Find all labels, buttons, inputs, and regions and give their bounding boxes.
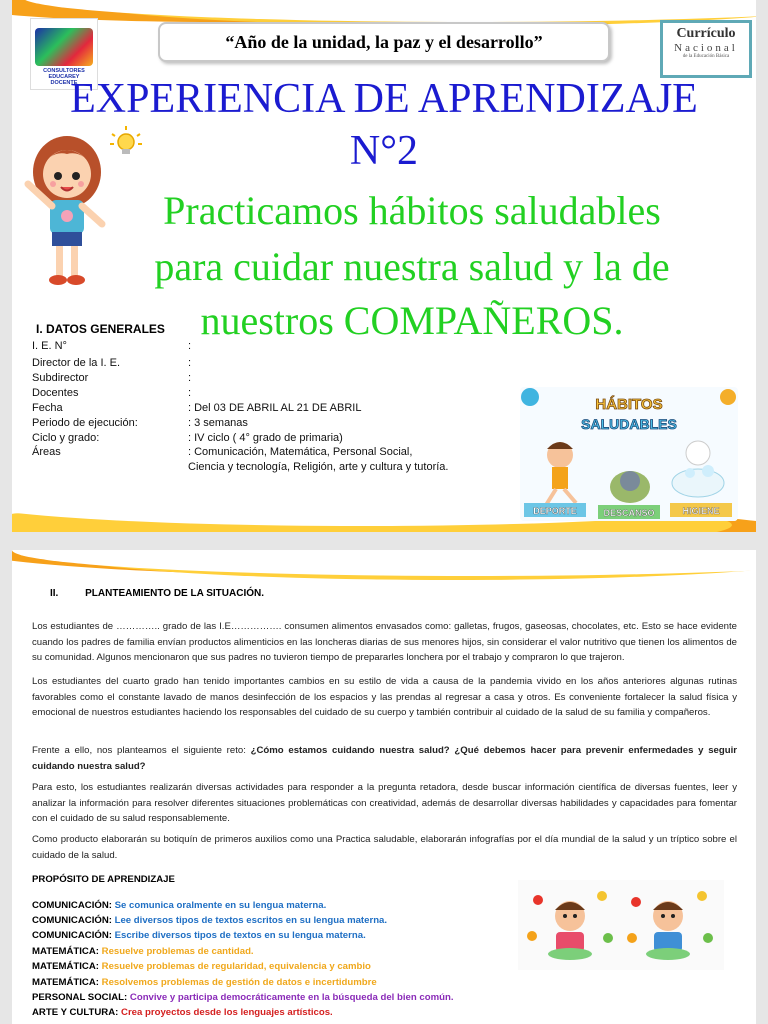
habitos-title2: SALUDABLES: [581, 416, 677, 432]
datos-value: Ciencia y tecnología, Religión, arte y cultura y tutoría.: [188, 461, 449, 473]
proposito-item: [32, 1007, 333, 1018]
proposito-item: [32, 900, 326, 911]
datos-value: :: [188, 340, 192, 352]
proposito-item: [32, 961, 371, 972]
logo-text-line: CONSULTORES: [43, 68, 85, 74]
logo-text-line: EDUCAREY: [48, 74, 80, 80]
datos-value: : Del 03 DE ABRIL AL 21 DE ABRIL: [188, 402, 362, 414]
section-number: II.: [50, 588, 59, 599]
proposito-item: [32, 992, 454, 1003]
main-title-line2: N°2: [349, 128, 419, 174]
label-descanso: DESCANSO: [603, 508, 655, 518]
paragraph: Como producto elaborarán su botiquín de primeros auxilios como una Practica saludable, elaborarán infografías por el día mundial de la salud y un tríptico sobre el cuidado de la salud.: [32, 834, 737, 861]
nacional-text: Nacional: [674, 42, 738, 54]
datos-value: :: [188, 357, 192, 369]
proposito-text: Se comunica oralmente en su lengua materna.: [114, 900, 327, 911]
section-title: PLANTEAMIENTO DE LA SITUACIÓN.: [85, 588, 265, 599]
lightbulb-icon: [106, 124, 146, 164]
datos-generales-heading: I. DATOS GENERALES: [36, 322, 165, 336]
datos-label: Ciclo y grado:: [32, 432, 100, 444]
proposito-area: MATEMÁTICA:: [32, 946, 102, 957]
datos-label: Subdirector: [32, 372, 89, 384]
datos-label: Áreas: [32, 446, 61, 458]
proposito-item: [32, 915, 387, 926]
datos-label: Director de la I. E.: [32, 357, 121, 369]
paragraph: Para esto, los estudiantes realizarán diversas actividades para responder a la pregunta retadora, desde buscar información científica de diversas fuentes, leer y analizar la información para resolver diferentes situaciones problemáticas con creatividad, además de desarrollar diversas habilidades y capacidades para fomentar con el cuidado de su salud responsablemente.: [32, 782, 737, 825]
datos-value: :: [188, 372, 192, 384]
habitos-title1: HÁBITOS: [595, 396, 663, 413]
paragraph: Los estudiantes del cuarto grado han tenido importantes cambios en su estilo de vida a causa de la pandemia vivido en los años anteriores algunas rutinas favorables como el constante lavado de manos desinfección de los espacios y las prendas al regresar a casa y otros. Es conveniente fortalecer la salud física y emocional de nuestros estudiantes haciendo los responsables del cuidado de su cuerpo y también contribuir al cuidado de la salud de su familia y compañeros.: [32, 676, 737, 719]
proposito-text: Resuelve problemas de regularidad, equivalencia y cambio: [101, 961, 371, 972]
kids-eating-illustration: [518, 880, 724, 970]
proposito-text: Resolvemos problemas de gestión de datos e incertidumbre: [101, 977, 377, 988]
document-page-2: [12, 550, 756, 1024]
label-higiene: HIGIENE: [682, 506, 720, 516]
datos-label: Fecha: [32, 402, 63, 414]
proposito-area: PERSONAL SOCIAL:: [32, 992, 130, 1003]
datos-label: Periodo de ejecución:: [32, 417, 138, 429]
year-motto-banner: “Año de la unidad, la paz y el desarrollo”: [158, 22, 610, 62]
datos-value: :: [188, 387, 192, 399]
top-swoosh-white: [12, 550, 756, 576]
reto-intro: Frente a ello, nos planteamos el siguiente reto:: [32, 745, 251, 756]
subtitle-line1: Practicamos hábitos saludables: [163, 188, 661, 233]
datos-label: Docentes: [32, 387, 79, 399]
reto-question: ¿Cómo estamos cuidando nuestra salud? ¿Qué debemos hacer para prevenir enfermedades y seguir cuidando nuestra salud?: [32, 745, 737, 772]
proposito-text: Lee diversos tipos de textos escritos en su lengua materna.: [114, 915, 388, 926]
proposito-area: COMUNICACIÓN:: [32, 915, 115, 926]
proposito-area: COMUNICACIÓN:: [32, 900, 115, 911]
curriculo-nacional-logo: [660, 20, 752, 78]
proposito-area: MATEMÁTICA:: [32, 977, 102, 988]
proposito-item: [32, 946, 254, 957]
main-title-line1: EXPERIENCIA DE APRENDIZAJE: [70, 76, 698, 122]
proposito-item: [32, 930, 366, 941]
habitos-saludables-image: [520, 387, 738, 521]
subtitle-line2: para cuidar nuestra salud y la de: [154, 244, 670, 289]
proposito-item: [32, 977, 377, 988]
proposito-text: Crea proyectos desde los lenguajes artísticos.: [121, 1007, 333, 1018]
proposito-area: COMUNICACIÓN:: [32, 930, 115, 941]
proposito-heading: PROPÓSITO DE APRENDIZAJE: [32, 874, 175, 885]
proposito-text: Convive y participa democráticamente en la búsqueda del bien común.: [129, 992, 454, 1003]
datos-value: : 3 semanas: [188, 417, 248, 429]
logo-text-line: DOCENTE: [50, 80, 78, 86]
proposito-text: Escribe diversos tipos de textos en su lengua materna.: [114, 930, 366, 941]
proposito-area: MATEMÁTICA:: [32, 961, 102, 972]
datos-label: I. E. N°: [32, 340, 67, 352]
educacion-basica-text: de la Educación Básica: [682, 54, 730, 59]
datos-value: : Comunicación, Matemática, Personal Social,: [188, 446, 413, 458]
paragraph: Los estudiantes de ………….. grado de las I.E……………. consumen alimentos envasados como: galletas, frugos, gaseosas, chocolates, etc. Esto se hace evidente cuando los padres de familia envían productos alimenticios en las loncheras diarias de sus menores hijos, sin considerar el valor nutritivo que tienen los alimentos de su comunidad. Algunos mencionaron que sus padres no tuvieron tiempo de prepararles lonchera por el trabajo y compraron lo que trajeron.: [32, 621, 737, 664]
proposito-text: Resuelve problemas de cantidad.: [101, 946, 254, 957]
logo-graphic: [35, 28, 93, 66]
datos-value: : IV ciclo ( 4° grado de primaria): [188, 432, 343, 444]
curriculo-text: Currículo: [676, 26, 736, 41]
reto-paragraph: [32, 743, 737, 774]
document-page-1: [12, 0, 756, 532]
section-heading: [50, 588, 264, 599]
proposito-area: ARTE Y CULTURA:: [32, 1007, 122, 1018]
label-deporte: DEPORTE: [533, 506, 577, 516]
subtitle-line3: nuestros COMPAÑEROS.: [200, 298, 624, 343]
